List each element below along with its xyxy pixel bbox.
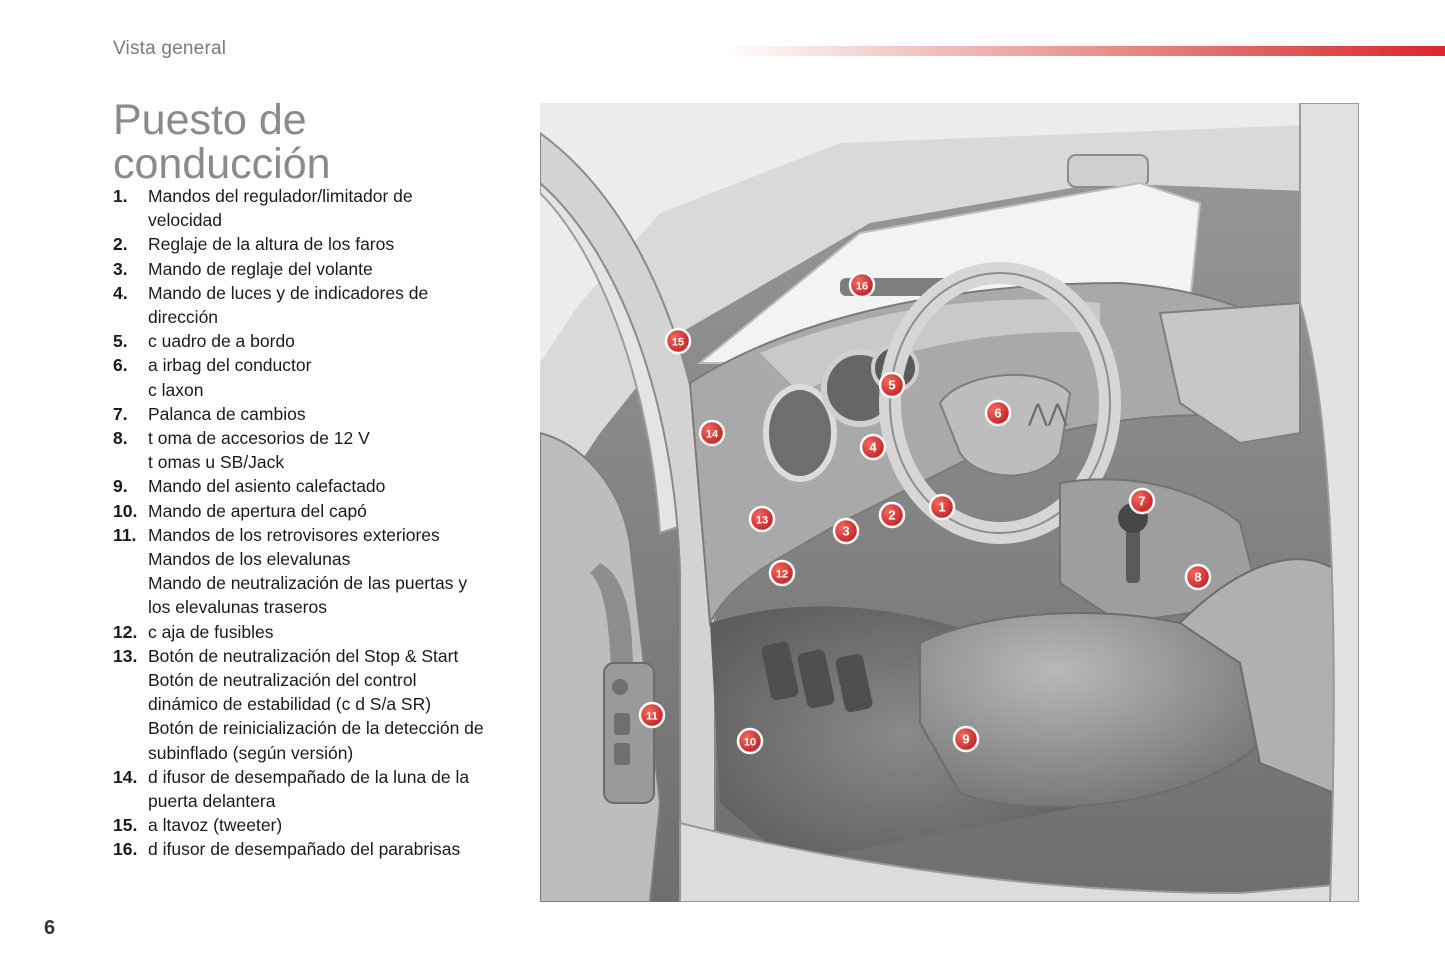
legend-item-text: [148, 474, 523, 498]
callout-marker-13: [750, 507, 774, 531]
callout-label: 3: [842, 523, 850, 539]
callout-marker-11: [640, 703, 664, 727]
brand-logo-chevrons: ⋀⋀: [1028, 399, 1068, 427]
legend-item-number: 1.: [113, 186, 128, 206]
legend-item-line: c laxon: [148, 379, 204, 400]
legend-item-line: subinflado (según versión): [148, 742, 354, 763]
legend-item-line: a ltavoz (tweeter): [148, 815, 283, 836]
legend-item: [113, 499, 523, 523]
legend-item: [113, 257, 523, 281]
callout-marker-7: [1130, 489, 1154, 513]
legend-item-line: a irbag del conductor: [148, 355, 312, 376]
legend-item-text: [148, 837, 523, 861]
legend-item-text: [148, 402, 523, 426]
legend-item-text: [148, 644, 523, 765]
mirror-switch-knob: [612, 679, 628, 695]
callout-marker-14: [700, 421, 724, 445]
callout-label: 12: [775, 568, 789, 581]
legend-item-number: 8.: [113, 428, 128, 449]
legend-item-line: Botón de reinicialización de la detección de: [148, 718, 484, 739]
legend-item-line: puerta delantera: [148, 791, 276, 812]
legend-item-number: 15.: [113, 815, 138, 836]
callout-label: 2: [888, 507, 896, 523]
page-title-line-1: Puesto de: [113, 96, 307, 144]
legend-item: [113, 353, 523, 401]
legend-item-line: c uadro de a bordo: [148, 331, 295, 352]
legend-item: [113, 765, 523, 813]
callout-label: 14: [705, 428, 719, 441]
legend-item: [113, 523, 523, 620]
callout-label: 5: [888, 377, 896, 393]
page-number: 6: [44, 917, 56, 939]
callout-label: 10: [743, 736, 757, 749]
legend-item: [113, 813, 523, 837]
section-label: Vista general: [113, 38, 227, 59]
legend-item: [113, 281, 523, 329]
callout-label: 15: [671, 336, 685, 349]
legend-item-number: 9.: [113, 476, 128, 497]
legend-item-line: velocidad: [148, 210, 222, 231]
legend-item-text: [148, 257, 523, 281]
legend-item: [113, 184, 523, 232]
legend-item-line: Reglaje de la altura de los faros: [148, 234, 395, 255]
callout-label: 9: [962, 731, 970, 747]
legend-item-number: 12.: [113, 621, 138, 642]
legend-item-text: [148, 184, 523, 232]
legend-item-number: 3.: [113, 258, 128, 279]
callout-marker-12: [770, 561, 794, 585]
callout-marker-16: [850, 273, 874, 297]
legend-item-line: Mando de neutralización de las puertas y: [148, 573, 468, 594]
legend-item-line: t oma de accesorios de 12 V: [148, 428, 370, 449]
legend-item-line: c aja de fusibles: [148, 621, 274, 642]
legend-item: [113, 426, 523, 474]
window-switch-2: [614, 743, 630, 765]
legend-item-line: Botón de neutralización del Stop & Start: [148, 645, 459, 666]
legend-item-number: 2.: [113, 234, 128, 255]
legend-item-number: 16.: [113, 839, 138, 860]
legend-item-number: 4.: [113, 282, 128, 303]
legend-item-text: [148, 232, 523, 256]
legend-list: [113, 184, 523, 862]
page-title-line-2: conducción: [113, 140, 331, 188]
callout-label: 13: [755, 514, 769, 527]
callout-marker-4: [861, 435, 885, 459]
legend-item-line: Mando de luces y de indicadores de: [148, 282, 429, 303]
callout-label: 4: [869, 439, 877, 455]
callout-marker-3: [834, 519, 858, 543]
callout-label: 7: [1138, 493, 1146, 509]
legend-item-line: Mandos del regulador/limitador de: [148, 186, 413, 206]
legend-item-line: Botón de neutralización del control: [148, 670, 417, 691]
legend-item: [113, 620, 523, 644]
legend-item: [113, 402, 523, 426]
legend-item-number: 11.: [113, 524, 137, 545]
legend-item: [113, 474, 523, 498]
legend-item-number: 14.: [113, 766, 138, 787]
legend-item-number: 7.: [113, 403, 128, 424]
legend-item-number: 6.: [113, 355, 128, 376]
callout-marker-5: [880, 373, 904, 397]
callout-marker-10: [738, 729, 762, 753]
legend-item-text: [148, 765, 523, 813]
callout-marker-8: [1186, 565, 1210, 589]
legend-item-text: [148, 813, 523, 837]
callout-label: 16: [855, 280, 869, 293]
callout-label: 8: [1194, 569, 1202, 585]
legend-item-text: [148, 620, 523, 644]
legend-item-number: 13.: [113, 645, 138, 666]
callout-marker-2: [880, 503, 904, 527]
cockpit-drawing: [540, 103, 1359, 902]
legend-item: [113, 644, 523, 765]
legend-item-text: [148, 523, 523, 620]
legend-item-text: [148, 281, 523, 329]
legend-item-line: los elevalunas traseros: [148, 597, 327, 618]
callout-label: 6: [994, 405, 1002, 421]
legend-item-line: Mando de apertura del capó: [148, 500, 367, 521]
header-accent-bar: [722, 46, 1445, 56]
legend-item-text: [148, 329, 523, 353]
legend-item-line: d ifusor de desempañado del parabrisas: [148, 839, 461, 860]
legend-item-number: 5.: [113, 331, 128, 352]
legend-item-line: d ifusor de desempañado de la luna de la: [148, 766, 470, 787]
callout-marker-15: [666, 329, 690, 353]
legend-item-line: Mando de reglaje del volante: [148, 258, 373, 279]
callout-marker-1: [930, 495, 954, 519]
callout-marker-9: [954, 727, 978, 751]
legend-item-line: Mandos de los retrovisores exteriores: [148, 524, 440, 545]
page-title: [113, 98, 473, 186]
legend-item: [113, 837, 523, 861]
window-switch-1: [614, 713, 630, 735]
legend-item: [113, 329, 523, 353]
legend-item-line: Palanca de cambios: [148, 403, 306, 424]
legend-item-line: Mando del asiento calefactado: [148, 476, 386, 497]
legend-item-text: [148, 426, 523, 474]
legend-item-line: dinámico de estabilidad (c d S/a SR): [148, 694, 432, 715]
callout-label: 11: [646, 710, 658, 723]
callout-marker-6: [986, 401, 1010, 425]
cockpit-illustration: [540, 103, 1359, 902]
rear-view-mirror: [1068, 155, 1148, 187]
legend-item-text: [148, 353, 523, 401]
callout-label: 1: [938, 499, 946, 515]
legend-item: [113, 232, 523, 256]
legend-item-line: t omas u SB/Jack: [148, 452, 285, 473]
legend-item-line: Mandos de los elevalunas: [148, 549, 351, 570]
legend-item-text: [148, 499, 523, 523]
legend-item-line: dirección: [148, 307, 219, 328]
legend-item-number: 10.: [113, 500, 138, 521]
